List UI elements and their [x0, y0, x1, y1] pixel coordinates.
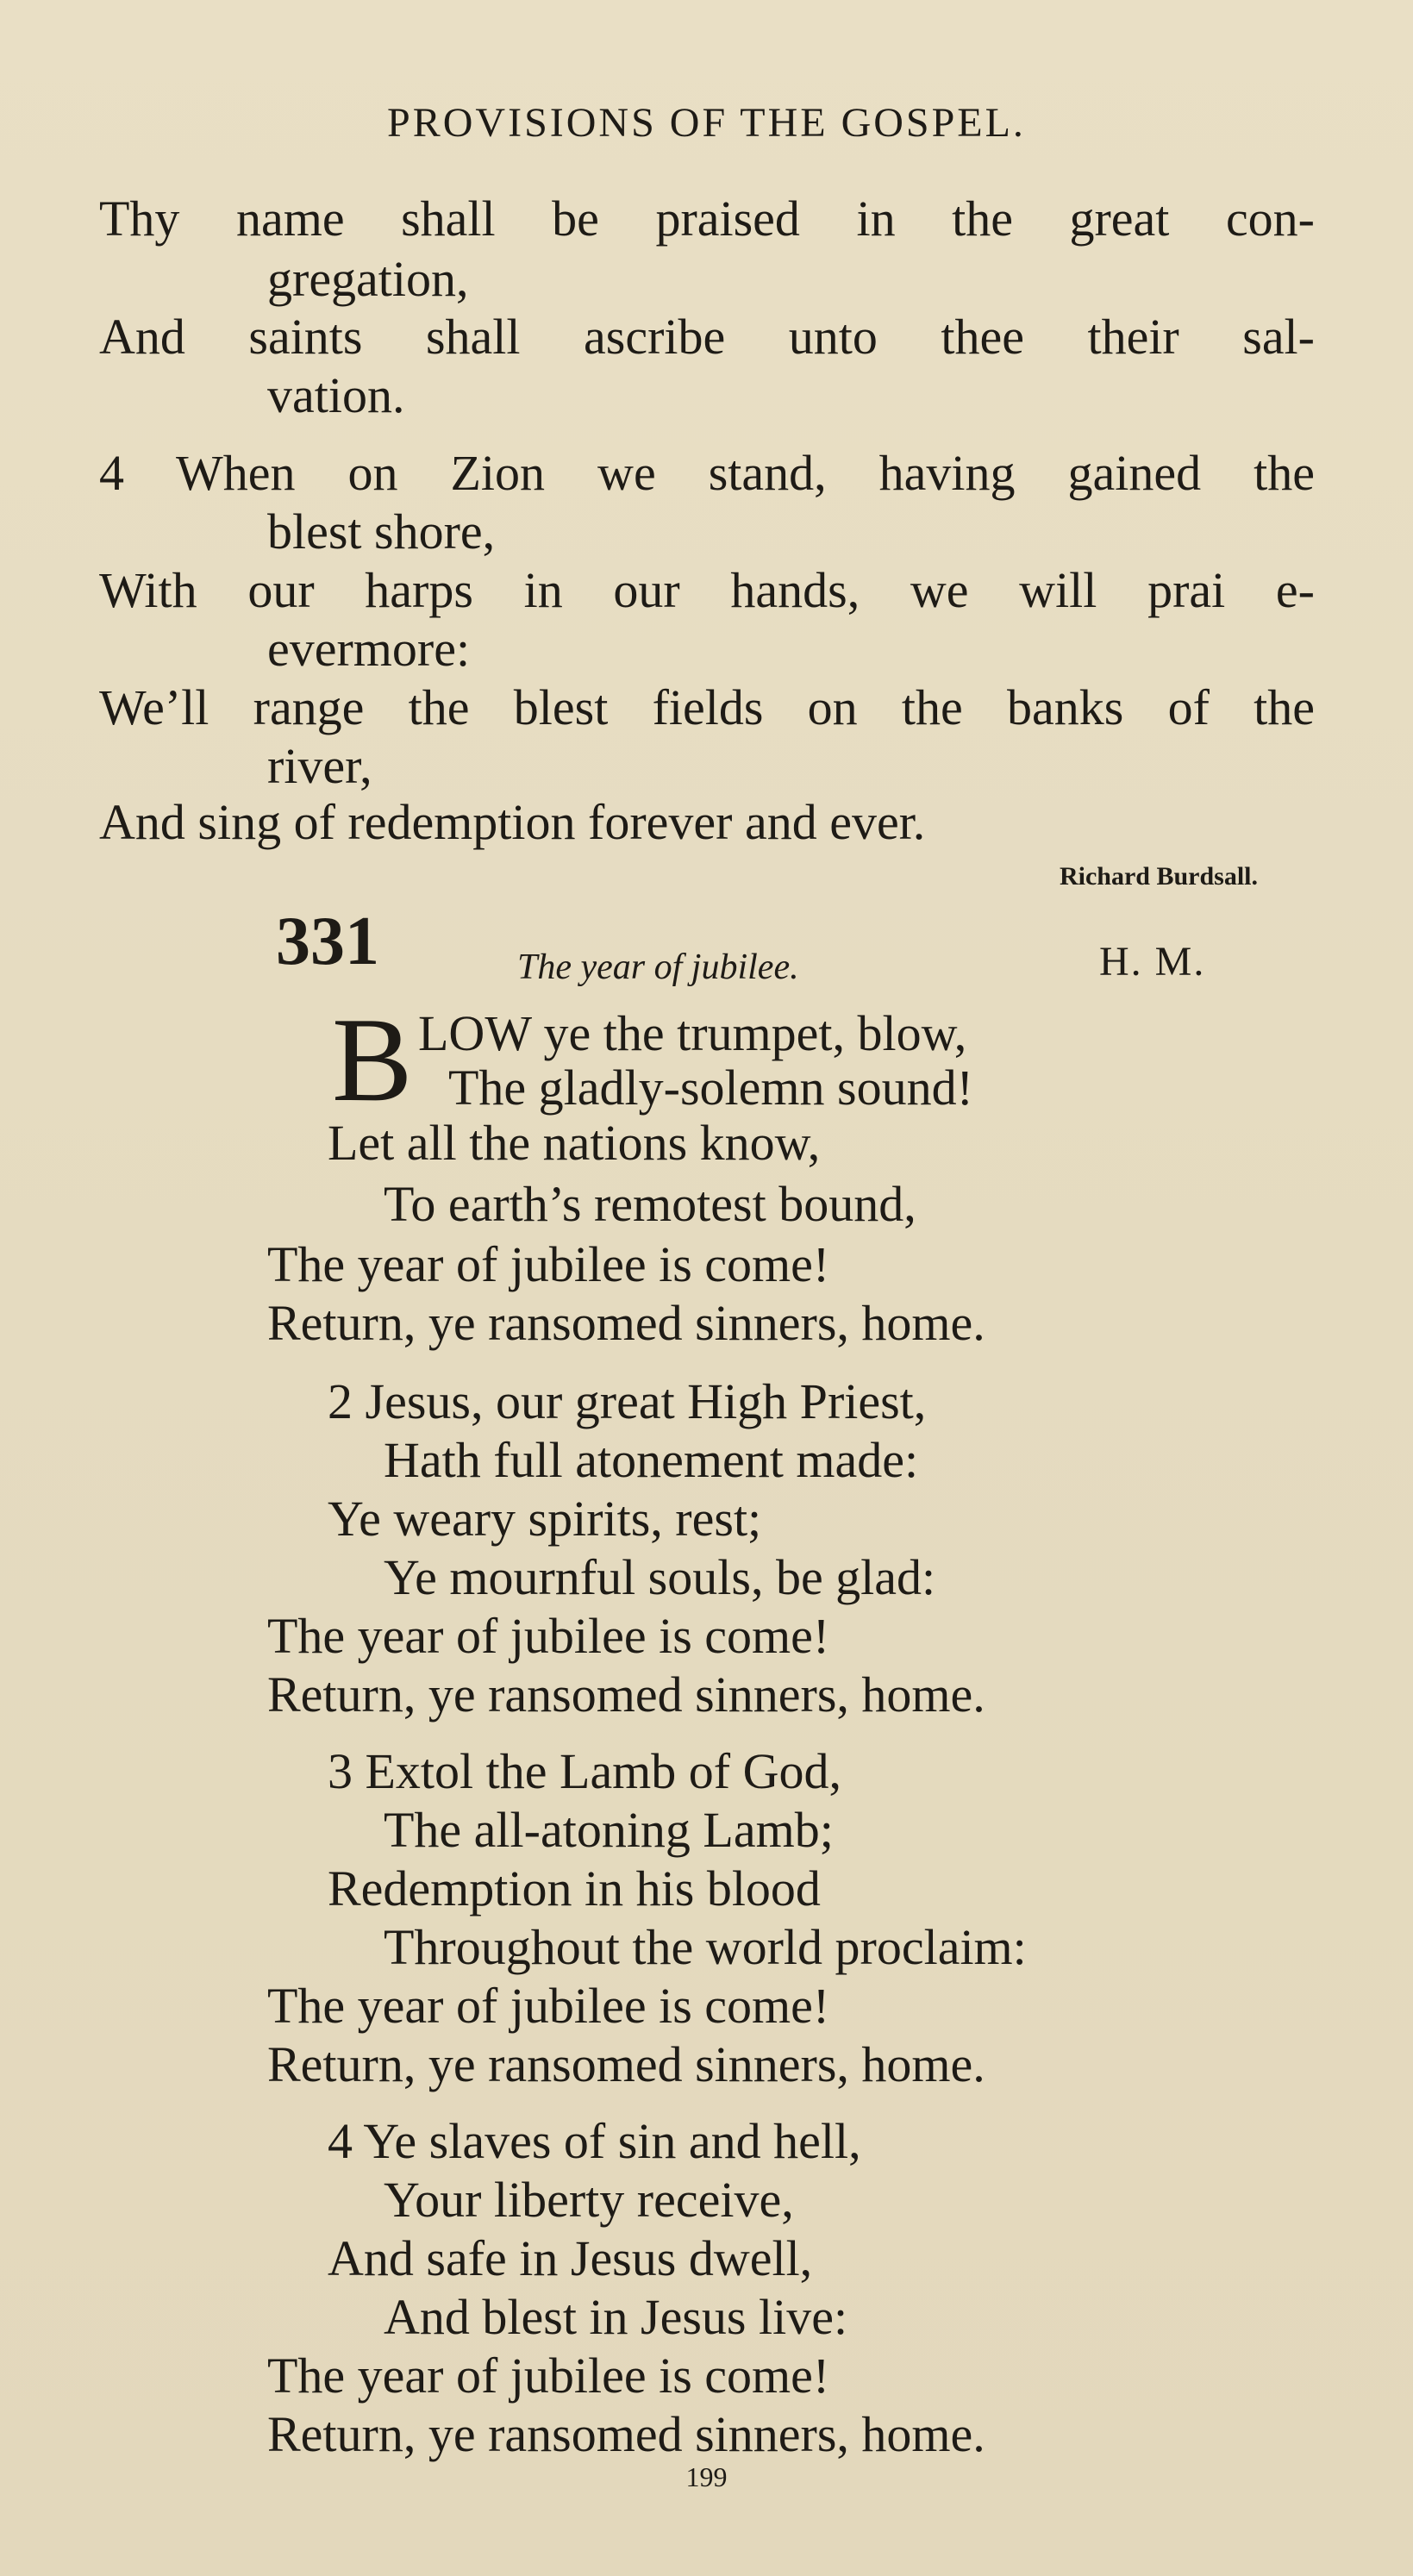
hymn-title: The year of jubilee.: [517, 947, 799, 987]
hymn-line: Ye weary spirits, rest;: [328, 1491, 762, 1547]
prev-hymn-line: With our harps in our hands, we will prai e-: [99, 562, 1315, 618]
prev-hymn-line: 4 When on Zion we stand, having gained the: [99, 445, 1315, 501]
prev-hymn-line: We’ll range the blest fields on the banks of the: [99, 679, 1315, 735]
hymn-line: Redemption in his blood: [328, 1860, 821, 1916]
hymn-meter: H. M.: [1099, 939, 1206, 985]
prev-hymn-line: vation.: [267, 367, 405, 423]
drop-cap: B: [332, 993, 413, 1127]
running-head: PROVISIONS OF THE GOSPEL.: [387, 100, 1026, 146]
hymn-number: 331: [276, 903, 379, 979]
hymn-line: Ye mournful souls, be glad:: [384, 1549, 936, 1605]
hymn-line: And safe in Jesus dwell,: [328, 2230, 813, 2286]
hymn-line: The all-atoning Lamb;: [384, 1802, 834, 1858]
prev-hymn-line: Thy name shall be praised in the great con-: [99, 191, 1315, 247]
hymn-line: Hath full atonement made:: [384, 1432, 919, 1488]
hymn-line: The year of jubilee is come!: [267, 1236, 830, 1292]
prev-hymn-line: gregation,: [267, 251, 469, 307]
author-attribution: Richard Burdsall.: [1059, 862, 1258, 891]
page-number: 199: [685, 2461, 728, 2492]
hymn-line: To earth’s remotest bound,: [384, 1176, 916, 1232]
hymn-line: Return, ye ransomed sinners, home.: [267, 1295, 985, 1351]
hymn-line: And blest in Jesus live:: [384, 2289, 848, 2345]
hymn-line: 3 Extol the Lamb of God,: [328, 1743, 842, 1799]
hymn-line: Return, ye ransomed sinners, home.: [267, 2406, 985, 2462]
prev-hymn-line: river,: [267, 738, 372, 794]
hymn-line: Let all the nations know,: [328, 1115, 821, 1171]
hymn-line: 2 Jesus, our great High Priest,: [328, 1373, 927, 1429]
hymn-line: The year of jubilee is come!: [267, 1978, 830, 2034]
hymn-line: Return, ye ransomed sinners, home.: [267, 1666, 985, 1723]
hymn-line: The year of jubilee is come!: [267, 2348, 830, 2404]
hymn-line: 4 Ye slaves of sin and hell,: [328, 2113, 861, 2169]
prev-hymn-line: blest shore,: [267, 503, 496, 560]
hymn-line: Return, ye ransomed sinners, home.: [267, 2036, 985, 2092]
hymn-line: LOW ye the trumpet, blow,: [418, 1005, 967, 1061]
hymn-line: Your liberty receive,: [384, 2172, 794, 2228]
prev-hymn-line: evermore:: [267, 621, 471, 677]
prev-hymn-line: And sing of redemption forever and ever.: [99, 794, 926, 850]
hymn-line: The gladly-solemn sound!: [448, 1060, 973, 1116]
hymn-line: Throughout the world proclaim:: [384, 1919, 1027, 1975]
hymn-line: The year of jubilee is come!: [267, 1608, 830, 1664]
prev-hymn-line: And saints shall ascribe unto thee their sal-: [99, 309, 1315, 365]
